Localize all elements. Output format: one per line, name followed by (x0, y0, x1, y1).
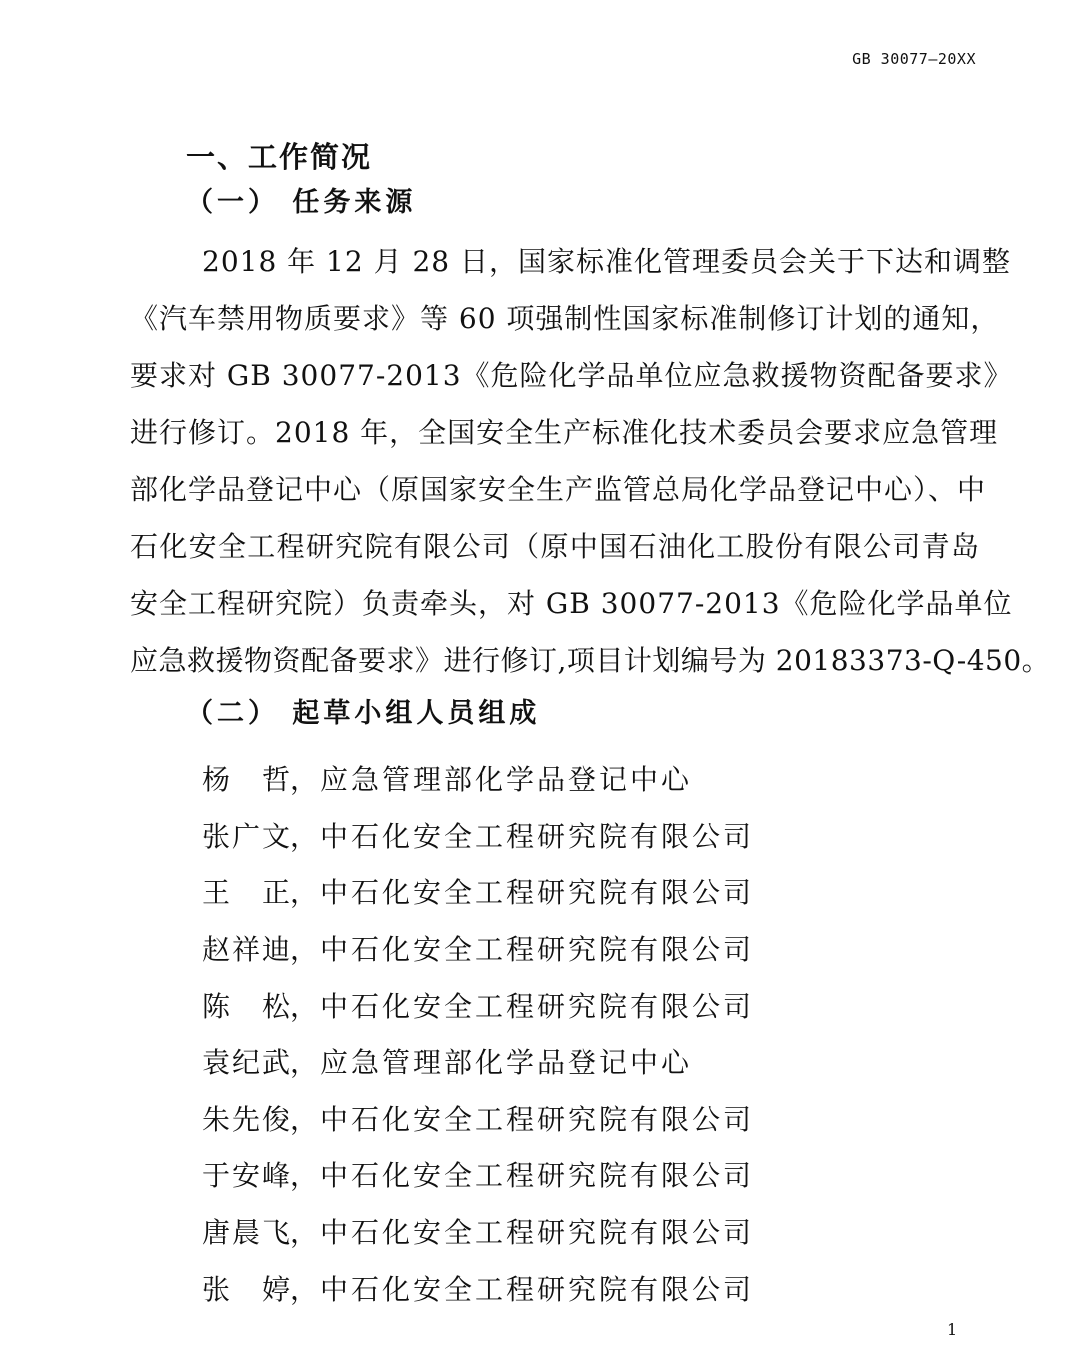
task-source-paragraph (130, 239, 1051, 695)
member-organization: 中石化安全工程研究院有限公司 (320, 989, 755, 1023)
member-separator: ， (290, 933, 319, 967)
member-name: 王正 (202, 876, 290, 910)
member-separator: ， (290, 876, 319, 910)
member-name: 张广文 (202, 819, 290, 853)
member-separator: ， (290, 989, 319, 1023)
member-name: 张婷 (202, 1272, 290, 1306)
paragraph-line: 《汽车禁用物质要求》等 60 项强制性国家标准制修订计划的通知， (130, 302, 1000, 335)
paragraph-line: 2018 年 12 月 28 日，国家标准化管理委员会关于下达和调整 (202, 245, 1012, 278)
page-number: 1 (947, 1320, 958, 1339)
member-name: 杨哲 (202, 763, 290, 797)
member-separator: ， (290, 1272, 319, 1306)
member-organization: 中石化安全工程研究院有限公司 (320, 1216, 755, 1250)
member-organization: 中石化安全工程研究院有限公司 (320, 819, 755, 853)
standard-code: GB 30077—20XX (852, 50, 976, 68)
section-title: 一、工作简况 (186, 140, 373, 174)
member-organization: 中石化安全工程研究院有限公司 (320, 876, 755, 910)
paragraph-line: 应急救援物资配备要求》进行修订,项目计划编号为 20183373-Q-450。 (130, 644, 1051, 677)
member-organization: 中石化安全工程研究院有限公司 (320, 933, 755, 967)
member-item (202, 1090, 754, 1147)
member-organization: 中石化安全工程研究院有限公司 (320, 1159, 755, 1193)
member-item (202, 1203, 754, 1260)
member-separator: ， (290, 1102, 319, 1136)
member-organization: 应急管理部化学品登记中心 (320, 763, 693, 797)
member-item (202, 976, 754, 1033)
member-item (202, 750, 754, 807)
member-separator: ， (290, 763, 319, 797)
member-separator: ， (290, 1159, 319, 1193)
paragraph-line: 要求对 GB 30077-2013《危险化学品单位应急救援物资配备要求》 (130, 359, 1013, 392)
member-name: 唐晨飞 (202, 1216, 290, 1250)
paragraph-line: 石化安全工程研究院有限公司（原中国石油化工股份有限公司青岛 (130, 530, 980, 563)
member-name: 赵祥迪 (202, 933, 290, 967)
member-item (202, 1146, 754, 1203)
member-item (202, 920, 754, 977)
member-item (202, 1033, 754, 1090)
member-separator: ， (290, 1216, 319, 1250)
member-separator: ， (290, 819, 319, 853)
paragraph-line: 进行修订。2018 年，全国安全生产标准化技术委员会要求应急管理 (130, 416, 999, 449)
member-name: 朱先俊 (202, 1102, 290, 1136)
subsection-title-task-source: （一） 任务来源 (186, 187, 417, 218)
member-name: 于安峰 (202, 1159, 290, 1193)
member-separator: ， (290, 1046, 319, 1080)
subsection-title-drafting-group: （二） 起草小组人员组成 (186, 698, 541, 729)
member-item (202, 807, 754, 864)
member-name: 陈松 (202, 989, 290, 1023)
member-organization: 中石化安全工程研究院有限公司 (320, 1102, 755, 1136)
member-item (202, 863, 754, 920)
member-item (202, 1259, 754, 1316)
drafting-group-member-list (202, 750, 754, 1316)
member-name: 袁纪武 (202, 1046, 290, 1080)
paragraph-line: 安全工程研究院）负责牵头，对 GB 30077-2013《危险化学品单位 (130, 587, 1013, 620)
member-organization: 应急管理部化学品登记中心 (320, 1046, 693, 1080)
paragraph-line: 部化学品登记中心（原国家安全生产监管总局化学品登记中心）、中 (130, 473, 987, 506)
member-organization: 中石化安全工程研究院有限公司 (320, 1272, 755, 1306)
